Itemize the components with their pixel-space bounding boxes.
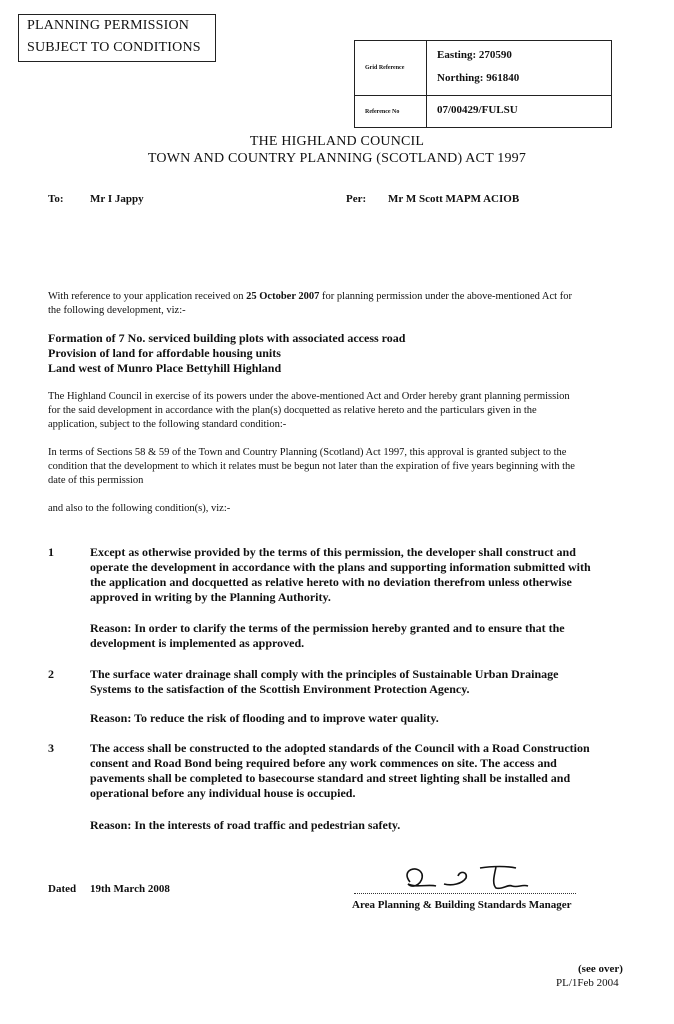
- stamp-line-2: SUBJECT TO CONDITIONS: [27, 40, 201, 55]
- condition-2-number: 2: [48, 667, 54, 681]
- condition-1-line-4: approved in writing by the Planning Authority.: [90, 590, 331, 604]
- intro-post: for planning permission under the above-mentioned Act for: [319, 291, 572, 302]
- planning-permission-stamp: [18, 14, 216, 62]
- to-name: Mr I Jappy: [90, 193, 144, 205]
- grid-reference-label: Grid Reference: [355, 41, 427, 95]
- grid-reference-row: [355, 41, 611, 96]
- council-title: THE HIGHLAND COUNCIL: [249, 134, 425, 149]
- condition-3-number: 3: [48, 741, 54, 755]
- reference-number-value: 07/00429/FULSU: [437, 104, 518, 116]
- condition-1-line-2: operate the development in accordance with the plans and supporting information submitted with: [90, 560, 591, 574]
- handwritten-signature: [396, 862, 536, 896]
- stamp-line-1: PLANNING PERMISSION: [27, 18, 190, 33]
- condition-2-line-2: Systems to the satisfaction of the Scottish Environment Protection Agency.: [90, 682, 470, 696]
- development-line-2: Provision of land for affordable housing units: [48, 346, 281, 360]
- reference-number-label: Reference No: [355, 96, 427, 127]
- form-code: PL/1Feb 2004: [556, 977, 619, 989]
- grant-line-3: application, subject to the following standard condition:-: [48, 419, 287, 430]
- and-also-line: and also to the following condition(s), viz:-: [48, 503, 231, 514]
- per-label: Per:: [346, 193, 367, 205]
- condition-2-reason-line-1: Reason: To reduce the risk of flooding and to improve water quality.: [90, 711, 439, 725]
- condition-3-line-1: The access shall be constructed to the adopted standards of the Council with a Road Construction: [90, 741, 590, 755]
- condition-3-line-3: pavements shall be completed to basecourse standard and street lighting shall be installed and: [90, 771, 571, 785]
- grant-line-1: The Highland Council in exercise of its powers under the above-mentioned Act and Order hereby grant planning permission: [48, 391, 570, 402]
- sections-line-2: condition that the development to which it relates must be begun not later than the expiration of five years beginning with the: [48, 461, 575, 472]
- dated-label: Dated: [48, 883, 77, 895]
- intro-date: 25 October 2007: [246, 291, 320, 302]
- condition-1-number: 1: [48, 545, 54, 559]
- act-title: TOWN AND COUNTRY PLANNING (SCOTLAND) ACT 1997: [147, 151, 527, 166]
- condition-3-line-2: consent and Road Bond being required before any work commences on site. The access and: [90, 756, 557, 770]
- condition-1-line-1: Except as otherwise provided by the terms of this permission, the developer shall construct and: [90, 545, 576, 559]
- development-line-3: Land west of Munro Place Bettyhill Highland: [48, 361, 282, 375]
- intro-pre: With reference to your application received on: [48, 291, 247, 302]
- to-label: To:: [48, 193, 64, 205]
- condition-2-line-1: The surface water drainage shall comply with the principles of Sustainable Urban Drainage: [90, 667, 559, 681]
- easting-value: Easting: 270590: [437, 49, 512, 61]
- condition-3-reason-line-1: Reason: In the interests of road traffic and pedestrian safety.: [90, 818, 401, 832]
- see-over-note: (see over): [578, 963, 623, 975]
- grant-line-2: for the said development in accordance with the plan(s) docquetted as relative hereto and the particulars given in the: [48, 405, 537, 416]
- northing-value: Northing: 961840: [437, 72, 520, 84]
- dated-value: 19th March 2008: [90, 883, 170, 895]
- grid-reference-table: [354, 40, 612, 128]
- condition-1-reason-line-2: development is implemented as approved.: [90, 636, 305, 650]
- intro-line-1: [48, 290, 648, 304]
- signatory-title: Area Planning & Building Standards Manager: [352, 899, 572, 911]
- sections-line-1: In terms of Sections 58 & 59 of the Town and Country Planning (Scotland) Act 1997, this approval is granted subject to the: [48, 447, 567, 458]
- condition-1-line-3: the application and docquetted as relative hereto with no deviation therefrom unless otherwise: [90, 575, 572, 589]
- condition-3-line-4: operational before any individual house is occupied.: [90, 786, 356, 800]
- signature-line: [354, 893, 576, 894]
- condition-1-reason-line-1: Reason: In order to clarify the terms of the permission hereby granted and to ensure that the: [90, 621, 565, 635]
- reference-number-row: [355, 96, 611, 127]
- per-name: Mr M Scott MAPM ACIOB: [388, 193, 520, 205]
- sections-line-3: date of this permission: [48, 475, 144, 486]
- development-line-1: Formation of 7 No. serviced building plots with associated access road: [48, 331, 406, 345]
- intro-line-2: the following development, viz:-: [48, 305, 186, 316]
